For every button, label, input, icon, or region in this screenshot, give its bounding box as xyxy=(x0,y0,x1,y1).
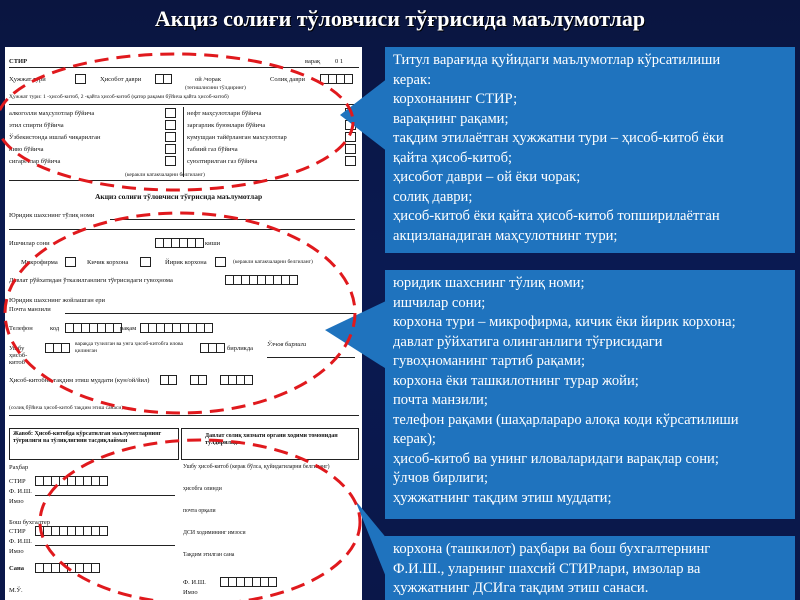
form-muddat: Ҳисоб-китобни тақдим этиш муддати (кун/ой/йил) xyxy=(9,377,150,384)
form-varaq-label: варақ xyxy=(305,58,321,65)
form-varaqda2: бирликда xyxy=(227,345,254,352)
callout-line: ҳисоб-китоб ва унинг иловаларидаги варақлар сони; xyxy=(393,450,719,467)
form-product-label: табиий газ бўйича xyxy=(187,146,238,153)
form-kishi: киши xyxy=(205,240,221,247)
form-dsi-row: Тақдим этилган сана xyxy=(183,552,235,558)
callout-line: Ф.И.Ш., уларнинг шахсий СТИРлари, имзолар ва xyxy=(393,560,701,577)
form-dsi-row: ҳисобга олинди xyxy=(183,486,222,492)
form-dsi-row: ДСИ ходимининг имзоси xyxy=(183,530,246,536)
callout-line: ҳужжатнинг тақдим этиш муддати; xyxy=(393,489,612,506)
form-sana: Сана xyxy=(9,565,24,572)
form-joylashgan: Юридик шахснинг жойлашган ери xyxy=(9,297,106,304)
callout-line: керак); xyxy=(393,431,436,447)
form-kod: код xyxy=(50,325,60,332)
callout-pointer-1 xyxy=(340,78,388,152)
form-kichik: Кичик корхона xyxy=(87,259,129,266)
callout-line: давлат рўйхатига олинганлиги тўғрисидаги xyxy=(393,333,663,350)
callout-line: Титул варағида қуйидаги маълумотлар кўрсатилиши xyxy=(393,52,721,68)
form-hisob-kitob: Ушбу ҳисоб-китоб xyxy=(9,345,28,366)
form-oy-note: (тегишлисини тўлдиринг) xyxy=(185,85,246,91)
form-product-label: пиво бўйича xyxy=(9,146,44,153)
form-product-label: нефт маҳсулотлари бўйича xyxy=(187,110,262,117)
callout-line: гувоҳноманинг тартиб рақами; xyxy=(393,353,586,369)
highlight-ellipse-3 xyxy=(40,440,360,600)
form-stir-2: СТИР xyxy=(9,478,26,485)
form-imzo-2: Имзо xyxy=(9,548,24,555)
form-yirik: Йирик корхона xyxy=(165,259,207,266)
callout-line: юридик шахснинг тўлиқ номи; xyxy=(393,275,585,291)
form-varaqda: варақда тузилган ва унга ҳисоб-китобга илова қилинган xyxy=(75,341,183,354)
callout-line: акцизланадиган маҳсулотнинг тури; xyxy=(393,227,618,244)
form-fio-2: Ф. И.Ш. xyxy=(9,538,32,545)
callout-line: корхона ёки ташкилотнинг турар жойи; xyxy=(393,372,639,389)
callout-line: ишчилар сони; xyxy=(393,294,486,311)
form-ishchilar: Ишчилар сони xyxy=(9,240,50,247)
form-soliq-davri: Солиқ даври xyxy=(270,76,305,83)
callout-line: ҳисобот даври – ой ёки чорак; xyxy=(393,169,581,185)
form-hujjat-note: Ҳужжат тури: 1 -ҳисоб-китоб, 2 -қайта ҳисоб-китоб (қатор рақами бўйича қайта ҳисоб-китоб) xyxy=(9,94,229,100)
callout-line: корхонанинг СТИР; xyxy=(393,91,518,107)
form-rahbar-box: Жавоб: Ҳисоб-китобда кўрсатилган маълумотларнинг тўғрилиги ва тўлиқлигини тасдиқлайман xyxy=(13,431,162,444)
form-fio-3: Ф. И.Ш. xyxy=(183,579,206,586)
form-dsi-row: почта орқали xyxy=(183,508,216,514)
form-yuridik-nomi: Юридик шахснинг тўлиқ номи xyxy=(9,212,95,219)
callout-line: варақнинг рақами; xyxy=(393,110,509,127)
page-title: Акциз солиғи тўловчиси тўғрисида маълумотлар xyxy=(154,6,646,31)
form-hujjat-turi: Ҳужжат тури xyxy=(9,76,46,83)
form-dsi-box: Давлат солиқ хизмати органи ходими томонидан тўлдирилади xyxy=(205,433,338,446)
form-products-note: (керакли катакчаларни белгиланг) xyxy=(125,172,205,178)
callout-line: корхона (ташкилот) раҳбари ва бош бухгалтернинг xyxy=(393,541,711,557)
form-oy-chorak: ой /чорак xyxy=(195,76,221,83)
form-product-label: алкоголли маҳсулотлар бўйича xyxy=(9,110,95,117)
callout-line: солиқ даври; xyxy=(393,188,473,205)
callout-line: ўлчов бирлиги; xyxy=(393,470,489,486)
callout-line: ҳисоб-китоб ёки қайта ҳисоб-китоб топширилаётган xyxy=(393,208,720,224)
form-imzo-3: Имзо xyxy=(183,589,198,596)
callout-line: телефон рақами (шаҳарлараро алоқа коди кўрсатилиши xyxy=(393,411,739,428)
highlight-ellipse-1 xyxy=(0,54,353,190)
form-section-title: Акциз солиғи тўловчиси тўғрисида маълумотлар xyxy=(95,192,263,201)
callout-line: керак: xyxy=(393,71,432,88)
form-muddat-note: (солиқ бўйича ҳисоб-китоб тақдим этиш санаси) xyxy=(9,405,124,411)
form-product-label: суюлтирилган газ бўйича xyxy=(187,158,258,165)
form-guvohnoma: Давлат рўйхатидан ўтказилганлиги тўғрисидаги гувоҳнома xyxy=(9,277,173,284)
form-product-label: сигаретлар бўйича xyxy=(9,158,61,165)
form-pochta: Почта манзили xyxy=(9,306,51,313)
callout-line: қайта ҳисоб-китоб; xyxy=(393,149,513,166)
form-raqam: рақам xyxy=(120,325,137,332)
form-telefon: Телефон xyxy=(9,325,33,332)
callout-line: ҳужжатнинг ДСИга тақдим этиш санаси. xyxy=(393,580,649,596)
form-mikrofirma: Микрофирма xyxy=(21,259,58,266)
form-product-label: этил спирти бўйича xyxy=(9,122,64,129)
form-product-label: заргарлик буюмлари бўйича xyxy=(187,122,266,129)
form-stir-label: СТИР xyxy=(9,58,28,65)
form-birlik: Ўлчов бирлиги xyxy=(267,341,307,348)
form-tur-note: (керакли катакчаларни белгиланг) xyxy=(233,259,313,265)
callout-line: корхона тури – микрофирма, кичик ёки йирик корхона; xyxy=(393,314,736,330)
form-stir-3: СТИР xyxy=(9,528,26,535)
callout-line: почта манзили; xyxy=(393,392,488,408)
form-bosh-buxgalter: Бош бухгалтер xyxy=(9,519,50,526)
form-hisob-davri: Ҳисобот даври xyxy=(100,76,142,83)
callout-line: тақдим этилаётган ҳужжатни тури – ҳисоб-китоб ёки xyxy=(393,130,724,146)
form-product-label: Ўзбекистонда ишлаб чиқарилган xyxy=(9,134,101,141)
form-varaq-number: 0 1 xyxy=(335,58,344,65)
form-imzo: Имзо xyxy=(9,498,24,505)
form-mo: М.Ў. xyxy=(9,587,23,594)
form-product-label: кумушдан тайёрланган махсулотлар xyxy=(187,134,287,141)
highlight-ellipse-2 xyxy=(5,213,355,413)
form-rahbar: Раҳбар xyxy=(9,464,29,471)
form-fio: Ф. И.Ш. xyxy=(9,488,32,495)
form-dsi-row: Ушбу ҳисоб-китоб (керак бўлса, қуйидагиларни белгиланг) xyxy=(183,464,330,470)
